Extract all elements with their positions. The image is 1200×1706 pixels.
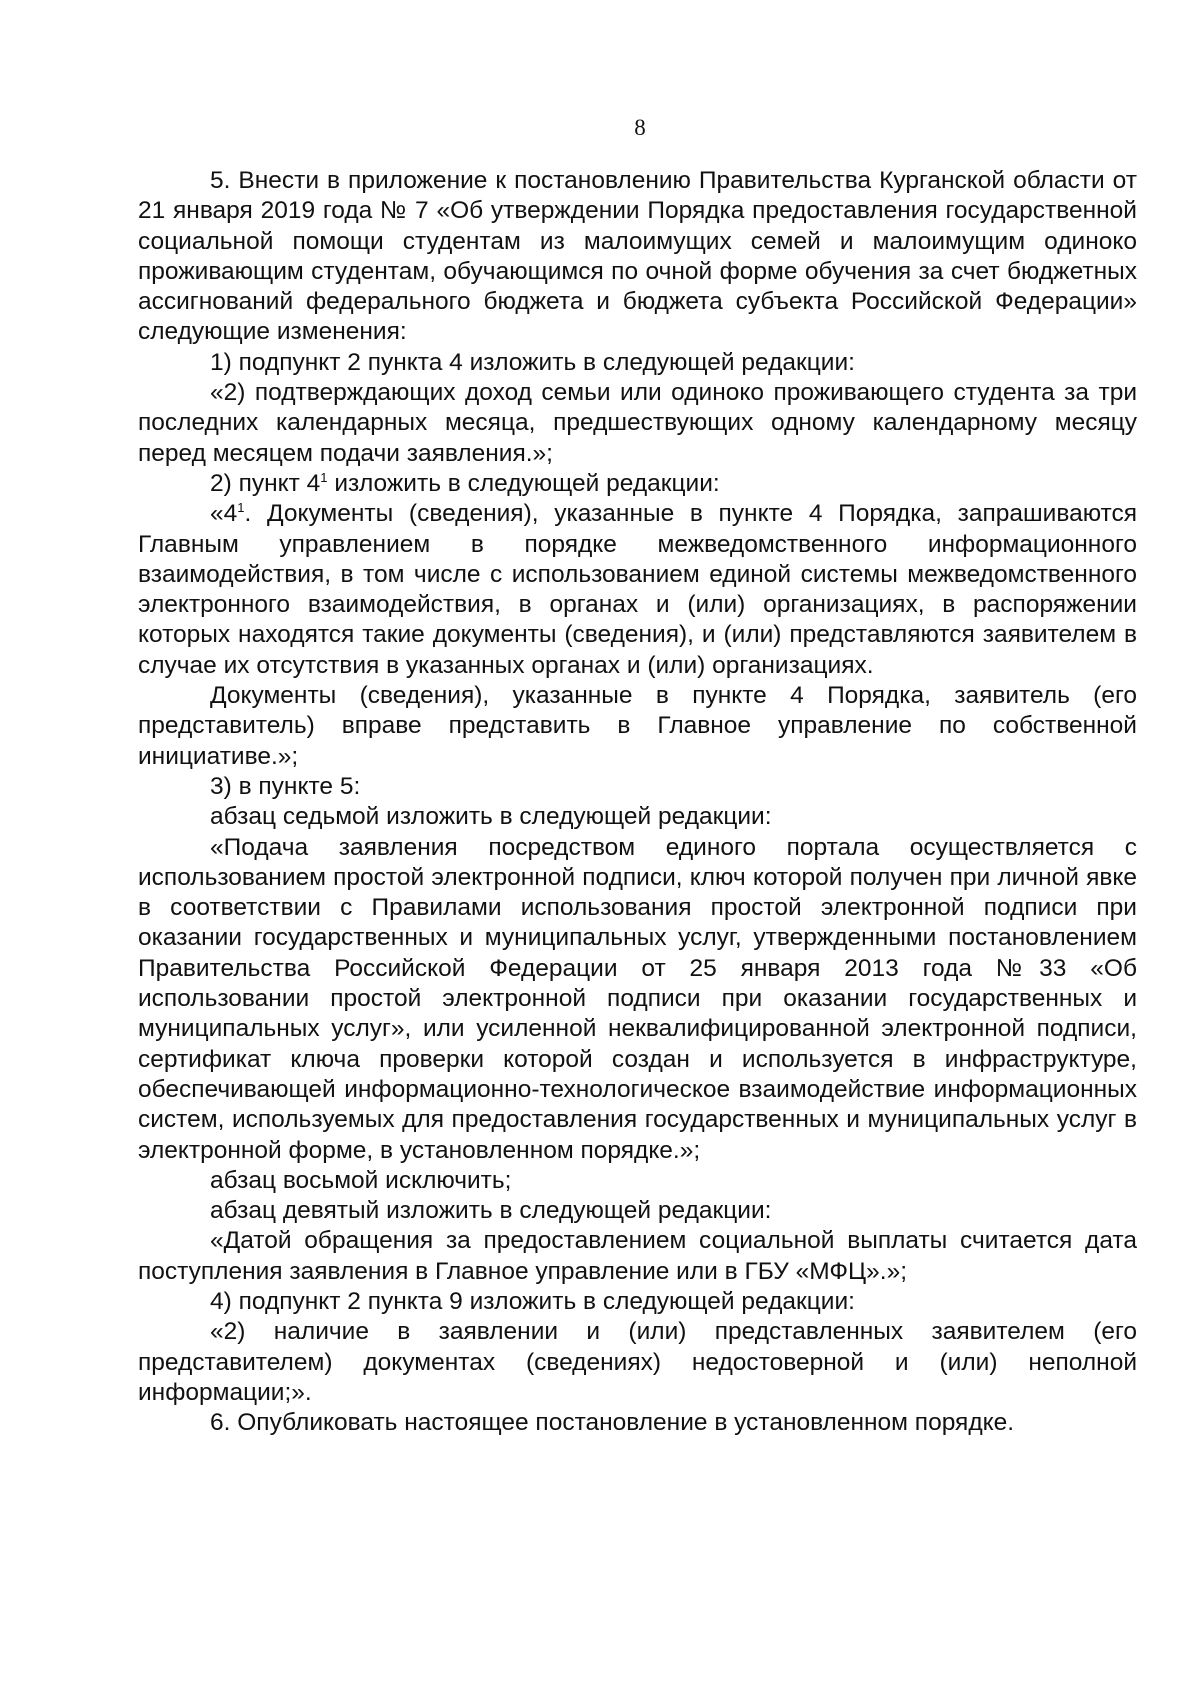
superscript-1: 1 <box>320 469 328 485</box>
paragraph-point-4-1-end: . Документы (сведения), указанные в пункте 4 Порядка, запрашиваются Главным управлением в порядке межведомственного информационного взаимодействия, в том числе с использованием единой системы межведомственного электронного взаимодействия, в органах и (или) организациях, в распоряжении которых находятся такие документы (сведения), и (или) представляются заявителем в случае их отсутствия в указанных органах и (или) организациях. <box>138 500 1137 679</box>
paragraph-quoted-subitem-2: «2) подтверждающих доход семьи или одиноко проживающего студента за три последних календарных месяца, предшествующих одному календарному месяцу перед месяцем подачи заявления.»; <box>138 379 1137 467</box>
paragraph-item-3: 3) в пункте 5: <box>210 772 361 800</box>
document-body <box>138 166 1137 1438</box>
paragraph-item-2-end: изложить в следующей редакции: <box>327 469 720 497</box>
paragraph-quoted-application-date: «Датой обращения за предоставлением социальной выплаты считается дата поступления заявления в Главное управление или в ГБУ «МФЦ».»; <box>138 1227 1137 1285</box>
paragraph-item-4: 4) подпункт 2 пункта 9 изложить в следующей редакции: <box>210 1287 855 1315</box>
paragraph-quoted-application-submission: «Подача заявления посредством единого портала осуществляется с использованием простой электронной подписи, ключ которой получен при личной явке в соответствии с Правилами использования простой электронной подписи при оказании государственных и муниципальных услуг, утвержденными постановлением Правительства Российской Федерации от 25 января 2013 года №33 «Об использовании простой электронной подписи при оказании государственных и муниципальных услуг», или усиленной неквалифицированной электронной подписи, сертификат ключа проверки которой создан и используется в инфраструктуре, обеспечивающей информационно-технологическое взаимодействие информационных систем, используемых для предоставления государственных и муниципальных услуг в электронной форме, в установленном порядке.»; <box>138 833 1137 1164</box>
paragraph-amendment-intro: 5. Внести в приложение к постановлению Правительства Курганской области от 21 января 2019 года № 7 «Об утверждении Порядка предоставления государственной социальной помощи студентам из малоимущих семей и малоимущим одиноко проживающим студентам, обучающимся по очной форме обучения за счет бюджетных ассигнований федерального бюджета и бюджета субъекта Российской Федерации» следующие изменения: <box>138 167 1137 346</box>
paragraph-eighth-abzac: абзац восьмой исключить; <box>210 1166 512 1194</box>
paragraph-item-2 <box>138 469 1137 499</box>
paragraph-quoted-subitem-2-point-9: «2) наличие в заявлении и (или) представленных заявителем (его представителем) документах (сведениях) недостоверной и (или) неполной информации;». <box>138 1318 1137 1406</box>
page-number: 8 <box>634 115 646 140</box>
paragraph-seventh-abzac: абзац седьмой изложить в следующей редакции: <box>210 803 772 831</box>
paragraph-item-2-start: 2) пункт 4 <box>210 469 321 497</box>
paragraph-quoted-point-4-1 <box>138 499 1137 681</box>
superscript-1: 1 <box>237 500 245 516</box>
paragraph-publish: 6. Опубликовать настоящее постановление в установленном порядке. <box>210 1409 1015 1437</box>
paragraph-point-4-1-start: «4 <box>210 500 238 528</box>
paragraph-item-1: 1) подпункт 2 пункта 4 изложить в следующей редакции: <box>210 348 855 376</box>
paragraph-documents-own-initiative: Документы (сведения), указанные в пункте 4 Порядка, заявитель (его представитель) вправе представить в Главное управление по собственной инициативе.»; <box>138 682 1137 770</box>
paragraph-ninth-abzac: абзац девятый изложить в следующей редакции: <box>210 1197 772 1225</box>
